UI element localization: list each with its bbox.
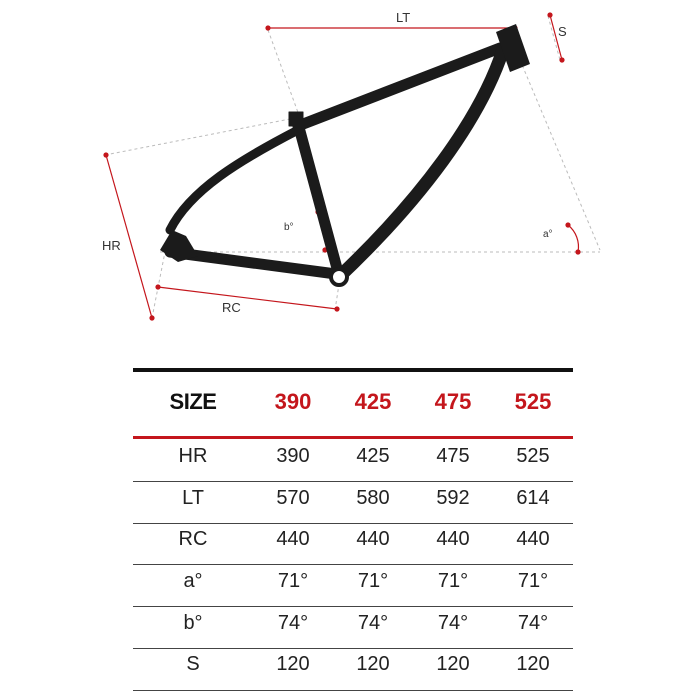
row-divider [133,564,573,565]
cell-value: 580 [356,486,390,509]
cell-value: 425 [356,445,390,468]
size-425-header: 425 [354,389,392,414]
cell-value: 120 [356,653,390,676]
table-row-b-angle [133,602,573,644]
a-angle-label: a° [543,229,553,240]
row-label: LT [182,486,204,509]
row-label: HR [178,445,208,468]
bike-frame [170,48,503,276]
table-row-rc [133,519,573,561]
b-angle-label: b° [284,222,294,233]
cell-value: 71° [437,570,469,593]
size-475-header: 475 [434,389,472,414]
cell-value: 390 [276,445,310,468]
guide-head-axis [520,60,600,250]
cell-value: 120 [276,653,310,676]
row-label: a° [183,570,203,593]
hr-label: HR [102,238,121,253]
cell-value: 570 [276,486,310,509]
row-label: RC [178,528,208,551]
guide-lt-left [268,30,300,118]
row-divider [133,523,573,524]
size-header-row [133,368,573,436]
row-divider [133,690,573,691]
cell-value: 74° [277,611,309,634]
seat-stay [170,130,298,230]
table-row-lt [133,478,573,520]
cell-value: 440 [516,528,550,551]
bottom-bracket [331,269,347,285]
cell-value: 71° [357,570,389,593]
rc-label: RC [222,300,241,315]
cell-value: 440 [276,528,310,551]
cell-value: 440 [356,528,390,551]
table-row-a-angle [133,561,573,603]
cell-value: 74° [357,611,389,634]
cell-value: 74° [437,611,469,634]
row-divider [133,648,573,649]
geometry-table [133,368,573,686]
header-accent-rule [133,436,573,439]
hr-dimension-line [106,155,152,318]
cell-value: 71° [277,570,309,593]
frame-geometry-diagram [0,0,700,340]
rc-dimension-line [158,287,337,309]
s-label: S [558,24,567,39]
cell-value: 120 [516,653,550,676]
cell-value: 74° [517,611,549,634]
table-row-s [133,644,573,686]
seat-tube-collar [289,112,303,126]
cell-value: 592 [436,486,470,509]
cell-value: 440 [436,528,470,551]
a-angle-arc [568,225,578,252]
table-row-hr [133,436,573,478]
rear-dropout [160,230,198,262]
size-525-header: 525 [514,389,552,414]
row-label: S [186,653,200,676]
size-header-label: SIZE [169,389,217,414]
cell-value: 71° [517,570,549,593]
cell-value: 120 [436,653,470,676]
seat-tube [297,120,338,272]
size-390-header: 390 [274,389,312,414]
row-divider [133,606,573,607]
cell-value: 525 [516,445,550,468]
row-label: b° [183,611,203,634]
lt-label: LT [396,10,411,25]
cell-value: 614 [516,486,550,509]
row-divider [133,481,573,482]
cell-value: 475 [436,445,470,468]
